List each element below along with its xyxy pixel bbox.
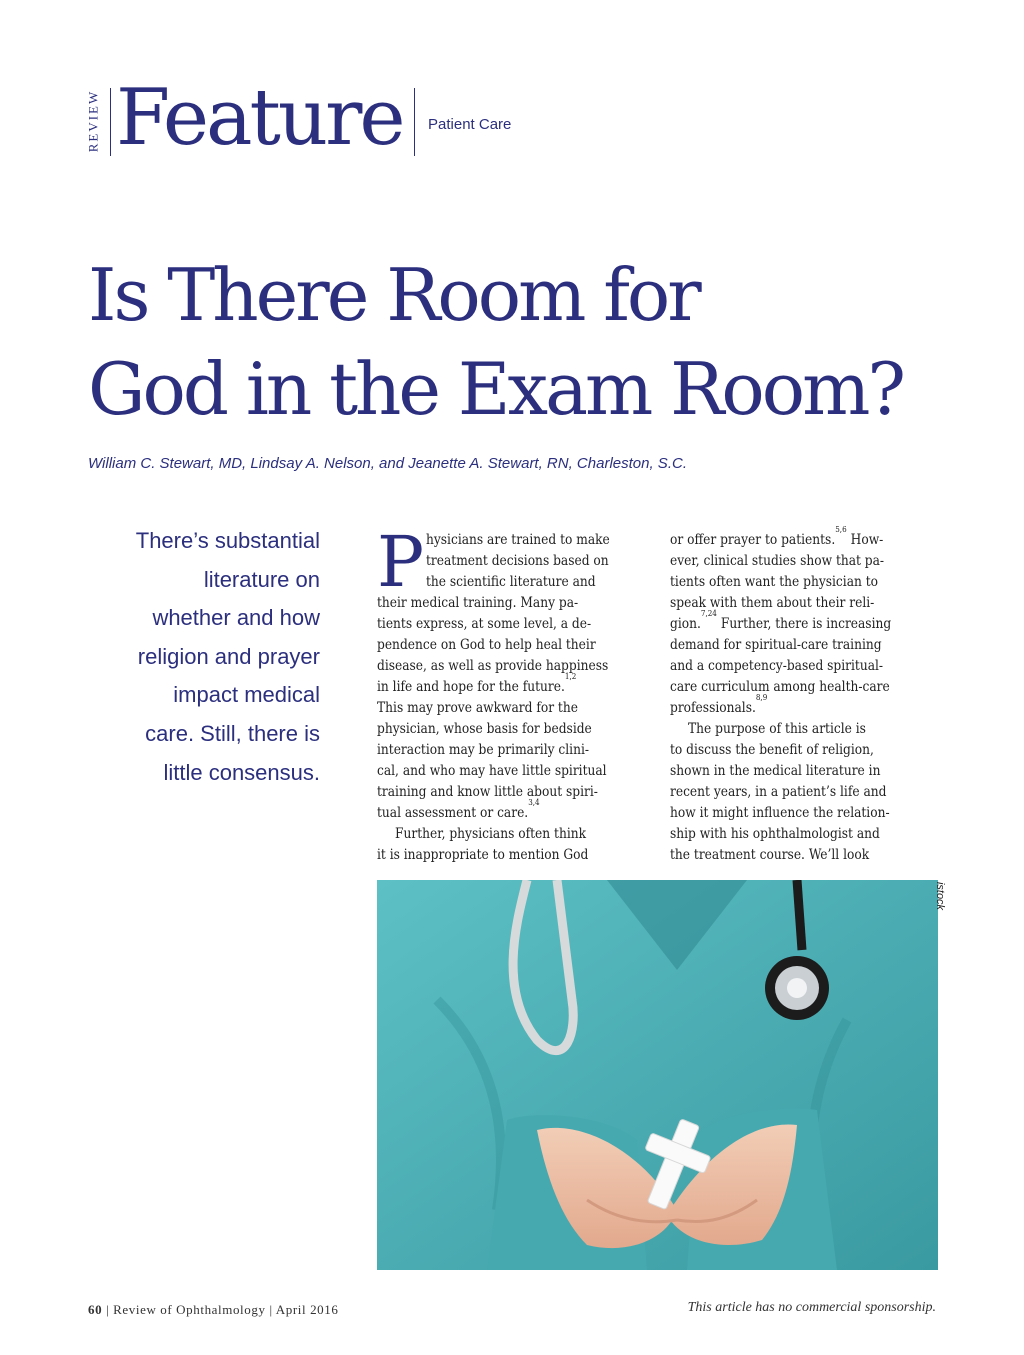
body-line: tients express, at some level, a de- [377,616,592,632]
body-line [670,525,940,551]
body-column-2 [670,525,940,866]
body-line: This may prove awkward for the [377,700,578,716]
body-line: the treatment course. We’ll look [670,847,870,863]
body-line: recent years, in a patient’s life and [670,784,887,800]
masthead-review-text: REVIEW [85,89,101,153]
body-line: Further, physicians often think [395,826,587,842]
body-line: the scientific literature and [426,574,596,590]
body-line: their medical training. Many pa- [377,595,579,611]
body-column-1 [377,521,647,866]
body-line: it is inappropriate to mention God [377,847,589,863]
page-number: 60 [88,1302,103,1317]
masthead-divider-left [110,88,111,156]
reference-mark: 1,2 [564,672,577,681]
reference-mark: 3,4 [528,798,540,807]
body-line [377,672,647,698]
section-label: Patient Care [428,116,512,133]
body-line: speak with them about their reli- [670,595,875,611]
reference-mark: 8,9 [755,693,768,702]
page-footer-folio [88,1302,338,1318]
body-line-text: Further, there is increasing [720,616,892,632]
body-line: tients often want the physician to [670,574,879,590]
body-line: care curriculum among health-care [670,679,890,695]
body-line-text: professionals. [670,700,756,716]
body-line: interaction may be primarily clini- [377,742,589,758]
article-photo [377,880,938,1270]
headline-line-1: Is There Room for [88,253,699,337]
pull-quote-line: There’s substantial [135,528,320,553]
reference-mark: 7,24 [700,609,717,618]
body-line [670,693,940,719]
body-line-text: in life and hope for the future. [377,679,565,695]
pull-quote-line: impact medical [173,682,320,708]
body-line: disease, as well as provide happiness [377,658,609,674]
body-line: The purpose of this article is [688,721,866,737]
publication-name: Review of Ophthalmology [113,1302,266,1317]
photo-credit-text: istock [934,881,946,911]
reference-mark: 5,6 [835,525,847,534]
body-line: training and know little about spiri- [377,784,598,800]
body-line: shown in the medical literature in [670,763,881,779]
body-line [670,609,940,635]
body-line: to discuss the benefit of religion, [670,742,874,758]
pull-quote-line: whether and how [152,605,320,631]
body-line-text: tual assessment or care. [377,805,529,821]
body-line: hysicians are trained to make [426,532,610,548]
body-line: demand for spiritual-care training [670,637,882,653]
byline: William C. Stewart, MD, Lindsay A. Nelson, and Jeanette A. Stewart, RN, Charleston, S.C. [88,455,687,472]
body-line-text: gion. [670,616,701,632]
masthead-divider-right [414,88,415,156]
headline-line-2: God in the Exam Room? [88,347,903,431]
masthead-title: Feature [116,73,403,163]
pull-quote [110,522,320,792]
pull-quote-line: religion and prayer [137,643,320,669]
pull-quote-line: literature on [203,566,320,592]
body-line: treatment decisions based on [426,553,609,569]
body-line: pendence on God to help heal their [377,637,596,653]
footer-separator: | [269,1302,273,1317]
issue-date: April 2016 [275,1302,339,1317]
body-line-text: How- [850,532,884,548]
pull-quote-line: care. Still, there is [145,720,320,746]
pull-quote-line: little consensus. [163,759,320,785]
photo-credit [933,876,947,916]
drop-cap: P [377,521,425,603]
body-line: and a competency-based spiritual- [670,658,884,674]
body-line: cal, and who may have little spiritual [377,763,607,779]
body-line: ever, clinical studies show that pa- [670,553,885,569]
article-headline [88,248,988,436]
masthead-vertical-label [80,84,106,158]
sponsorship-note: This article has no commercial sponsorship. [687,1300,936,1315]
body-line: physician, whose basis for bedside [377,721,592,737]
nurse-holding-cross-illustration [377,880,938,1270]
footer-separator: | [106,1302,110,1317]
body-line-text: or offer prayer to patients. [670,532,836,548]
body-line: ship with his ophthalmologist and [670,826,880,842]
body-line: how it might influence the relation- [670,805,890,821]
body-line [377,798,647,824]
